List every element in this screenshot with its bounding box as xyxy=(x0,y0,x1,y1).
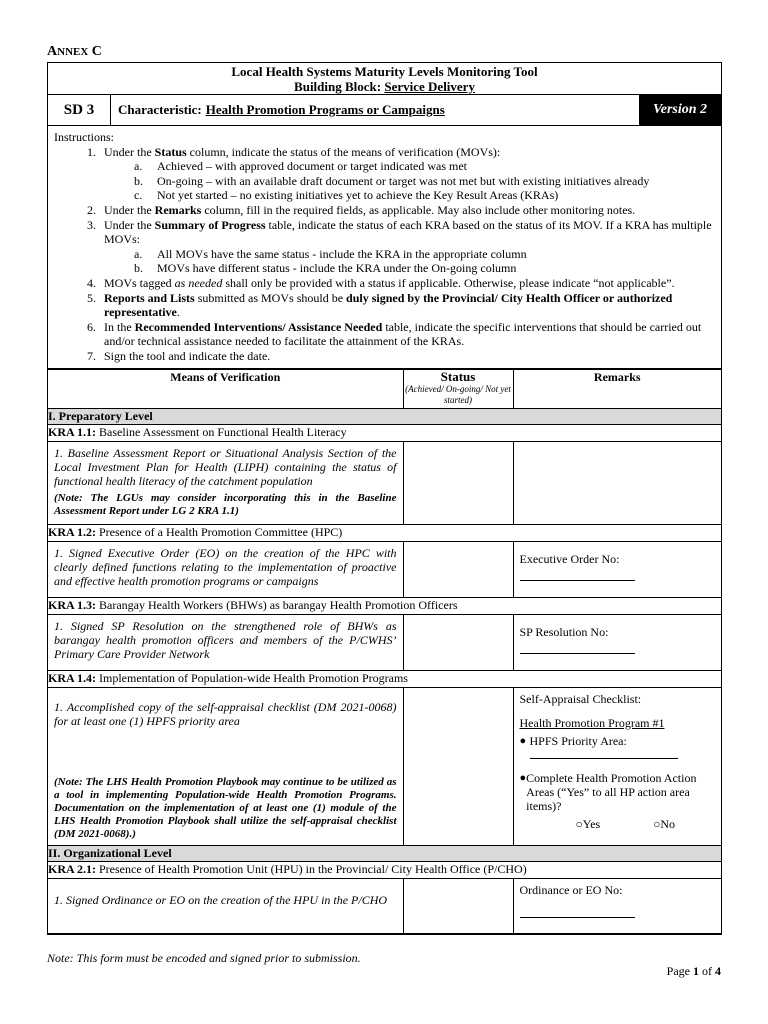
radio-icon: ○ xyxy=(575,816,583,831)
bullet-item: ● Complete Health Promotion Action Areas (“Yes” to all HP action area items)? xyxy=(519,770,697,813)
instruction-1: 1. Under the Status column, indicate the status of the means of verification (MOVs): a. Achieved – with approved document or target indicated was met b. On-going – with an available draft document or target was not met but with existing initiatives already c. Not yet started – no existing initiatives yet to achieve the Key Result Areas (KRAs) xyxy=(99,145,715,203)
instruction-3-sublist xyxy=(104,247,715,276)
mov-table xyxy=(48,369,721,934)
remarks-cell: Self-Appraisal Checklist: Health Promotion Program #1 ● HPFS Priority Area: ● Complete Health Promotion Action Areas (“Yes” to all HP action area items)? ○Yes ○No xyxy=(513,687,721,845)
sub-item: b. MOVs have different status - include the KRA under the On-going column xyxy=(134,261,517,276)
kra-row: KRA 1.2: Presence of a Health Promotion Committee (HPC) xyxy=(48,524,721,541)
sub-item: a. Achieved – with approved document or target indicated was met xyxy=(134,159,468,174)
instruction-7: 7. Sign the tool and indicate the date. xyxy=(99,349,715,364)
radio-icon: ○ xyxy=(653,816,661,831)
instructions xyxy=(48,126,721,369)
remarks-cell[interactable]: Executive Order No: xyxy=(513,541,721,597)
col-remarks: Remarks xyxy=(513,369,721,408)
status-cell[interactable] xyxy=(403,541,513,597)
instruction-3: 3. Under the Summary of Progress table, indicate the status of each KRA based on the status of its MOV. If a KRA has multiple MOVs: a. All MOVs have the same status - include the KRA in the appropriate column b. MOVs have different status - include the KRA under the On-going column xyxy=(99,218,715,276)
annex-label: ANNEX C xyxy=(47,44,102,59)
characteristic: Characteristic: Health Promotion Programs or Campaigns xyxy=(118,102,445,117)
sd-code: SD 3 xyxy=(48,95,111,125)
kra-row: KRA 1.4: Implementation of Population-wide Health Promotion Programs xyxy=(48,670,721,687)
status-cell[interactable] xyxy=(403,878,513,933)
mov-cell: 1. Accomplished copy of the self-appraisal checklist (DM 2021-0068) for at least one (1) HPFS priority area (Note: The LHS Health Promotion Playbook may continue to be utilized as a tool in implementing Population-wide Health Promotion Programs. Documentation on the implementation of at least one (1) module of the LHS Health Promotion Playbook shall utilize the self-appraisal checklist (DM 2021-0068).) xyxy=(48,687,403,845)
mov-cell: 1. Signed SP Resolution on the strengthened role of BHWs as barangay health promotion officers and members of the P/CWHS’ Primary Care Provider Network xyxy=(48,614,403,670)
level-row: I. Preparatory Level xyxy=(48,408,721,424)
status-cell[interactable] xyxy=(403,441,513,524)
instruction-1-sublist xyxy=(104,159,715,203)
blank-line[interactable] xyxy=(520,903,635,918)
table-header xyxy=(48,369,721,408)
remarks-cell[interactable] xyxy=(513,441,721,524)
sub-item: b. On-going – with an available draft document or target was not met but with existing initiatives already xyxy=(134,173,650,188)
mov-cell: 1. Baseline Assessment Report or Situational Analysis Section of the Local Investment Plan for Health (LIPH) containing the status of functional health literacy of the catchment population (Note: The LGUs may consider incorporating this in the Baseline Assessment Report under LG 2 KRA 1.1) xyxy=(48,441,403,524)
col-mov: Means of Verification xyxy=(48,369,403,408)
mov-cell: 1. Signed Ordinance or EO on the creation of the HPU in the P/CHO xyxy=(48,878,403,933)
status-cell[interactable] xyxy=(403,687,513,845)
mov-cell: 1. Signed Executive Order (EO) on the creation of the HPC with clearly defined functions relating to the implementation of proactive and effective health promotion programs or campaigns xyxy=(48,541,403,597)
table-row xyxy=(48,614,721,670)
remarks-cell[interactable]: SP Resolution No: xyxy=(513,614,721,670)
sub-item: a. All MOVs have the same status - include the KRA in the appropriate column xyxy=(134,246,527,261)
instructions-list xyxy=(54,145,715,364)
program-label: Health Promotion Program #1 xyxy=(519,715,665,730)
yes-radio[interactable]: ○Yes xyxy=(575,816,601,831)
sub-item: c. Not yet started – no existing initiatives yet to achieve the Key Result Areas (KRAs) xyxy=(134,188,559,203)
kra-row: KRA 1.1: Baseline Assessment on Functional Health Literacy xyxy=(48,424,721,441)
version-badge: Version 2 xyxy=(639,95,721,125)
remarks-cell[interactable]: Ordinance or EO No: xyxy=(513,878,721,933)
kra-row: KRA 2.1: Presence of Health Promotion Unit (HPU) in the Provincial/ City Health Office (P/CHO) xyxy=(48,861,721,878)
blank-line[interactable] xyxy=(520,639,635,654)
table-row xyxy=(48,441,721,524)
instruction-4: 4. MOVs tagged as needed shall only be provided with a status if applicable. Otherwise, please indicate “not applicable”. xyxy=(99,276,715,291)
no-radio[interactable]: ○No xyxy=(653,816,675,831)
monitoring-tool-form xyxy=(47,62,722,935)
instruction-2: 2. Under the Remarks column, fill in the required fields, as applicable. May also include other monitoring notes. xyxy=(99,203,715,218)
blank-line[interactable] xyxy=(520,566,635,581)
table-row xyxy=(48,687,721,845)
yes-no-options xyxy=(520,817,716,831)
status-cell[interactable] xyxy=(403,614,513,670)
form-title: Local Health Systems Maturity Levels Monitoring Tool xyxy=(231,64,538,79)
col-status: Status (Achieved/ On-going/ Not yet started) xyxy=(403,369,513,408)
table-row xyxy=(48,541,721,597)
building-block: Building Block: Service Delivery xyxy=(294,79,475,94)
table-row xyxy=(48,878,721,933)
page-number: Page 1 of 4 xyxy=(666,964,721,978)
characteristic-row xyxy=(48,95,721,126)
instruction-6: 6. In the Recommended Interventions/ Assistance Needed table, indicate the specific interventions that should be carried out and/or technical assistance needed to facilitate the attainment of the KRAs. xyxy=(99,320,715,349)
instruction-5: 5. Reports and Lists submitted as MOVs should be duly signed by the Provincial/ City Health Officer or authorized representative. xyxy=(99,291,715,320)
kra-row: KRA 1.3: Barangay Health Workers (BHWs) as barangay Health Promotion Officers xyxy=(48,597,721,614)
form-header xyxy=(48,63,721,95)
blank-line[interactable] xyxy=(530,748,678,759)
instructions-heading: Instructions: xyxy=(54,130,114,144)
level-row: II. Organizational Level xyxy=(48,845,721,861)
footer-note: Note: This form must be encoded and signed prior to submission. xyxy=(47,951,361,965)
bullet-item: ● HPFS Priority Area: xyxy=(519,733,627,748)
